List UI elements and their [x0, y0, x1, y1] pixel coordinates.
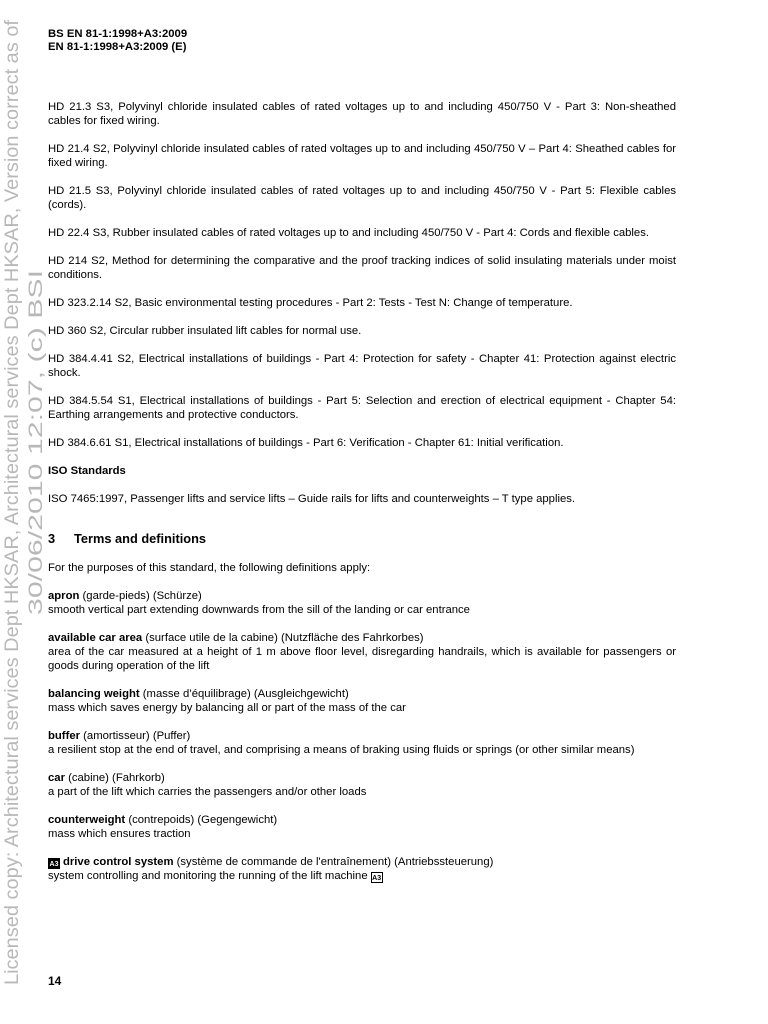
watermark-line-1: Licensed copy: Architectural services Dept HKSAR, Architectural services Dept HKSAR, Version correct as of [1, 43, 23, 985]
section-intro: For the purposes of this standard, the following definitions apply: [48, 562, 371, 574]
definition-term: apron [48, 590, 80, 602]
reference-list [48, 100, 676, 450]
reference-item: HD 214 S2, Method for determining the comparative and the proof tracking indices of solid insulating materials under moist conditions. [48, 255, 676, 281]
definition-text: smooth vertical part extending downwards from the sill of the landing or car entrance [48, 604, 470, 616]
standard-id-bs: BS EN 81-1:1998+A3:2009 [48, 28, 188, 40]
iso-reference: ISO 7465:1997, Passenger lifts and service lifts – Guide rails for lifts and counterweights – T type applies. [48, 493, 576, 505]
reference-item: HD 360 S2, Circular rubber insulated lift cables for normal use. [48, 325, 362, 337]
reference-item: HD 21.3 S3, Polyvinyl chloride insulated cables of rated voltages up to and including 450/750 V - Part 3: Non-sheathed cables for fixed wiring. [48, 101, 676, 127]
amendment-end-marker: A3 [371, 872, 383, 883]
definition-translations: (amortisseur) (Puffer) [80, 730, 191, 742]
definition-term: available car area [48, 632, 143, 644]
reference-item: HD 22.4 S3, Rubber insulated cables of rated voltages up to and including 450/750 V - Part 4: Cords and flexible cables. [48, 227, 649, 239]
definition-term: counterweight [48, 814, 126, 826]
definition-term: car [48, 772, 65, 784]
document-header [48, 28, 187, 54]
reference-item: HD 384.4.41 S2, Electrical installations of buildings - Part 4: Protection for safety - Chapter 41: Protection against electric shock. [48, 353, 676, 379]
definition-term: balancing weight [48, 688, 140, 700]
definition-entry [48, 729, 676, 757]
page-number: 14 [48, 974, 62, 988]
definition-text: a part of the lift which carries the passengers and/or other loads [48, 786, 367, 798]
watermark-line-2: 30/06/2010 12:07, (c) BSI [25, 392, 47, 615]
amendment-start-marker: A3 [48, 858, 60, 869]
definition-entry [48, 813, 676, 841]
definition-translations: (masse d’équilibrage) (Ausgleichgewicht) [139, 688, 349, 700]
reference-item: HD 21.5 S3, Polyvinyl chloride insulated cables of rated voltages up to and including 450/750 V - Part 5: Flexible cables (cords). [48, 185, 676, 211]
reference-item: HD 323.2.14 S2, Basic environmental testing procedures - Part 2: Tests - Test N: Change of temperature. [48, 297, 573, 309]
section-number: 3 [48, 531, 56, 546]
definition-entry [48, 589, 676, 617]
definition-text: area of the car measured at a height of 1 m above floor level, disregarding handrails, which is available for passengers or goods during operation of the lift [48, 646, 676, 672]
definition-translations: (cabine) (Fahrkorb) [64, 772, 165, 784]
definition-entry [48, 631, 676, 673]
definition-text: mass which ensures traction [48, 828, 191, 840]
iso-standards-heading: ISO Standards [48, 465, 126, 477]
definition-entry [48, 687, 676, 715]
definition-term: drive control system [63, 856, 174, 868]
definition-entry [48, 771, 676, 799]
page-content [48, 100, 676, 897]
reference-item: HD 21.4 S2, Polyvinyl chloride insulated cables of rated voltages up to and including 450/750 V – Part 4: Sheathed cables for fixed wiring. [48, 143, 676, 169]
definition-text: a resilient stop at the end of travel, and comprising a means of braking using fluids or springs (or other similar means) [48, 744, 635, 756]
definition-translations: (garde-pieds) (Schürze) [79, 590, 202, 602]
section-heading [48, 532, 676, 546]
definition-term: buffer [48, 730, 81, 742]
section-title: Terms and definitions [74, 531, 207, 546]
reference-item: HD 384.5.54 S1, Electrical installations of buildings - Part 5: Selection and erection of electrical equipment - Chapter 54: Earthing arrangements and protective conductors. [48, 395, 676, 421]
definition-translations: (contrepoids) (Gegengewicht) [125, 814, 278, 826]
definition-entry [48, 855, 676, 883]
standard-id-en: EN 81-1:1998+A3:2009 (E) [48, 41, 187, 53]
definition-translations: (système de commande de l'entraînement) (Antriebssteuerung) [173, 856, 494, 868]
definition-text: system controlling and monitoring the running of the lift machine [48, 870, 368, 882]
reference-item: HD 384.6.61 S1, Electrical installations of buildings - Part 6: Verification - Chapter 61: Initial verification. [48, 437, 564, 449]
definition-text: mass which saves energy by balancing all or part of the mass of the car [48, 702, 406, 714]
definition-translations: (surface utile de la cabine) (Nutzfläche des Fahrkorbes) [142, 632, 424, 644]
